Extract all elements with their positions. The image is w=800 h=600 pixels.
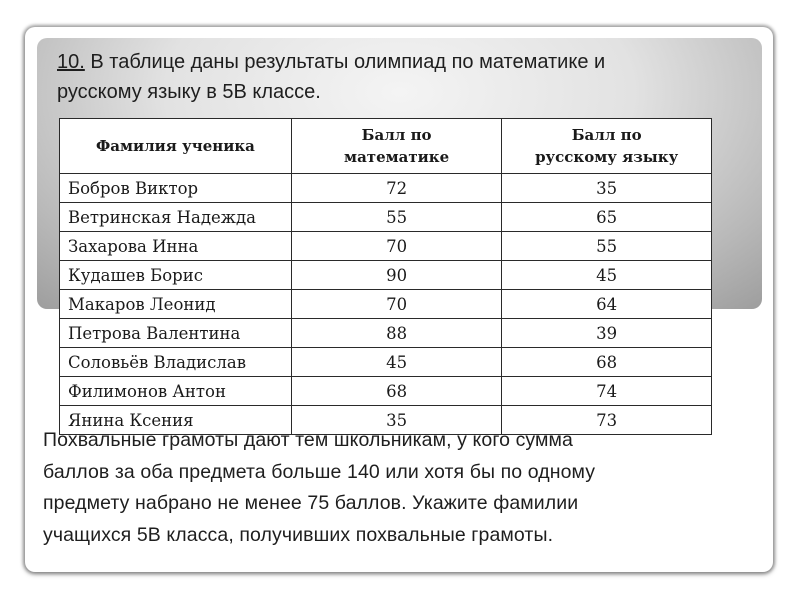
russian-score-cell: 65	[502, 203, 712, 232]
scores-table	[59, 118, 712, 435]
scores-table-container	[59, 118, 712, 430]
header-russian-score	[502, 119, 712, 174]
student-name-cell: Ветринская Надежда	[60, 203, 292, 232]
math-score-cell: 72	[291, 174, 501, 203]
table-row	[60, 203, 712, 232]
russian-score-cell: 45	[502, 261, 712, 290]
russian-score-cell: 35	[502, 174, 712, 203]
task-title-line-2: русскому языку в 5В классе.	[57, 81, 321, 103]
russian-score-cell: 39	[502, 319, 712, 348]
question-line: Похвальные грамоты дают тем школьникам, у кого сумма	[43, 429, 574, 451]
student-name-cell: Янина Ксения	[60, 406, 292, 435]
math-score-cell: 68	[291, 377, 501, 406]
math-score-cell: 88	[291, 319, 501, 348]
student-name-cell: Филимонов Антон	[60, 377, 292, 406]
russian-score-cell: 73	[502, 406, 712, 435]
header-russian-line-2: русскому языку	[535, 148, 679, 166]
question-text	[43, 425, 763, 551]
student-name-cell: Соловьёв Владислав	[60, 348, 292, 377]
table-row	[60, 377, 712, 406]
table-row	[60, 261, 712, 290]
task-title-text: В таблице даны результаты олимпиад по математике и	[84, 51, 606, 73]
question-line: предмету набрано не менее 75 баллов. Укажите фамилии	[43, 492, 579, 514]
math-score-cell: 55	[291, 203, 501, 232]
header-math-line-2: математике	[344, 148, 450, 166]
question-line: баллов за оба предмета больше 140 или хотя бы по одному	[43, 460, 596, 483]
task-number: 10.	[57, 51, 85, 73]
student-name-cell: Макаров Леонид	[60, 290, 292, 319]
question-line: учащихся 5В класса, получивших похвальные грамоты.	[43, 523, 554, 546]
student-name-cell: Захарова Инна	[60, 232, 292, 261]
math-score-cell: 45	[291, 348, 501, 377]
header-math-line-1: Балл по	[361, 126, 432, 144]
table-row	[60, 290, 712, 319]
russian-score-cell: 74	[502, 377, 712, 406]
student-name-cell: Кудашев Борис	[60, 261, 292, 290]
student-name-cell: Бобров Виктор	[60, 174, 292, 203]
student-name-cell: Петрова Валентина	[60, 319, 292, 348]
header-russian-line-1: Балл по	[571, 126, 642, 144]
russian-score-cell: 68	[502, 348, 712, 377]
table-header-row	[60, 119, 712, 174]
task-title	[57, 47, 757, 107]
russian-score-cell: 64	[502, 290, 712, 319]
table-row	[60, 232, 712, 261]
table-row	[60, 174, 712, 203]
russian-score-cell: 55	[502, 232, 712, 261]
math-score-cell: 35	[291, 406, 501, 435]
header-student-name: Фамилия ученика	[60, 119, 292, 174]
table-row	[60, 348, 712, 377]
header-math-score	[291, 119, 501, 174]
math-score-cell: 90	[291, 261, 501, 290]
task-title-line-1	[57, 47, 757, 77]
table-row	[60, 319, 712, 348]
math-score-cell: 70	[291, 232, 501, 261]
math-score-cell: 70	[291, 290, 501, 319]
